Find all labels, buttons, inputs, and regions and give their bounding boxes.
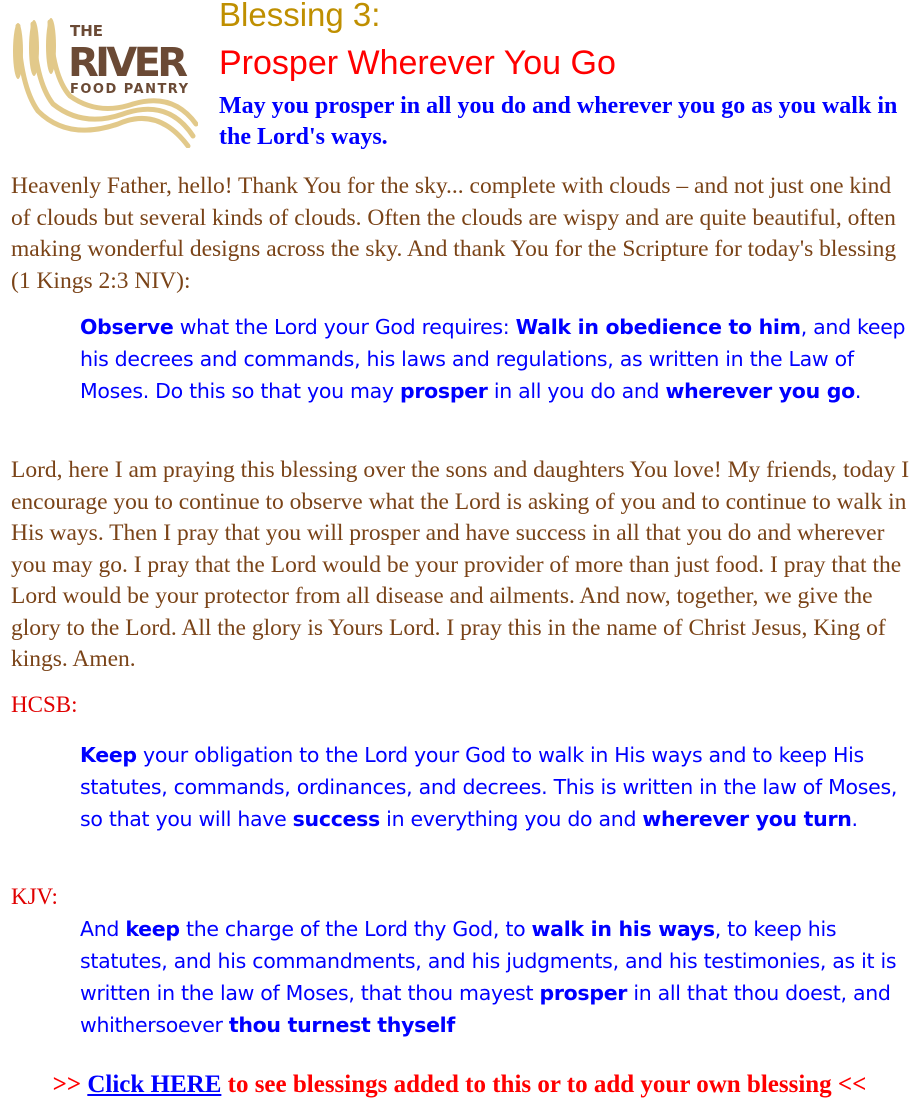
kjv-label: KJV: bbox=[11, 884, 58, 909]
blessing-subtitle: May you prosper in all you do and wherever you go as you walk in the Lord's ways. bbox=[219, 93, 898, 150]
emphasized-text: prosper bbox=[539, 981, 628, 1005]
svg-text:THE: THE bbox=[70, 22, 104, 40]
svg-text:RIVER: RIVER bbox=[68, 40, 188, 86]
emphasized-text: prosper bbox=[399, 379, 488, 403]
blessing-number-title: Blessing 3: bbox=[219, 0, 381, 33]
cta-text: to see blessings added to this or to add your own blessing << bbox=[221, 1071, 867, 1098]
emphasized-text: wherever you go bbox=[665, 379, 855, 403]
niv-scripture bbox=[80, 311, 915, 407]
emphasized-text: walk in his ways bbox=[531, 917, 715, 941]
emphasized-text: success bbox=[292, 807, 380, 831]
click-here-link[interactable]: Click HERE bbox=[87, 1071, 222, 1098]
scripture-text: your obligation to the Lord your God to walk in His ways and to keep His statutes, commands, ordinances, and decrees. This is written in the law of Moses, so that you will have bbox=[80, 743, 898, 831]
scripture-text: , and keep his decrees and commands, his laws and regulations, as written in the Law of Moses. Do this so that you may bbox=[80, 315, 906, 403]
scripture-text: the charge of the Lord thy God, to bbox=[179, 917, 532, 941]
scripture-text: in all you do and bbox=[487, 379, 666, 403]
scripture-text: in all that thou doest, and whithersoever bbox=[80, 981, 891, 1037]
scripture-text: . bbox=[851, 807, 858, 831]
call-to-action bbox=[0, 1071, 919, 1099]
kjv-scripture bbox=[80, 913, 915, 1041]
scripture-text: in everything you do and bbox=[379, 807, 643, 831]
prayer-paragraph: Lord, here I am praying this blessing over the sons and daughters You love! My friends, today I encourage you to continue to observe what the Lord is asking of you and to continue to walk in His ways. Then I pray that you will prosper and have success in all that you do and wherever you may go. I pray that the Lord would be your provider of more than just food. I pray that the Lord would be your protector from all disease and ailments. And now, together, we give the glory to the Lord. All the glory is Yours Lord. I pray this in the name of Christ Jesus, King of kings. Amen. bbox=[11, 457, 910, 672]
cta-prefix: >> bbox=[52, 1071, 88, 1098]
river-food-pantry-logo bbox=[8, 6, 198, 148]
scripture-text: what the Lord your God requires: bbox=[173, 315, 516, 339]
scripture-text: . bbox=[854, 379, 862, 403]
scripture-text: , to keep his statutes, and his commandments, and his judgments, and his testimonies, as it is written in the law of Moses, that thou mayest bbox=[80, 917, 897, 1005]
scripture-text: And bbox=[80, 917, 126, 941]
hcsb-scripture bbox=[80, 739, 915, 835]
blessing-title: Prosper Wherever You Go bbox=[219, 44, 616, 82]
emphasized-text: Keep bbox=[80, 743, 137, 767]
emphasized-text: Observe bbox=[80, 315, 174, 339]
emphasized-text: keep bbox=[125, 917, 180, 941]
hcsb-label: HCSB: bbox=[11, 692, 78, 717]
intro-paragraph: Heavenly Father, hello! Thank You for the sky... complete with clouds – and not just one kind of clouds but several kinds of clouds. Often the clouds are wispy and are quite beautiful, often making wonderful designs across the sky. And thank You for the Scripture for today's blessing (1 Kings 2:3 NIV): bbox=[11, 173, 897, 294]
emphasized-text: wherever you turn bbox=[642, 807, 852, 831]
svg-text:FOOD PANTRY: FOOD PANTRY bbox=[70, 82, 188, 97]
emphasized-text: thou turnest thyself bbox=[228, 1013, 456, 1037]
emphasized-text: Walk in obedience to him bbox=[515, 315, 801, 339]
